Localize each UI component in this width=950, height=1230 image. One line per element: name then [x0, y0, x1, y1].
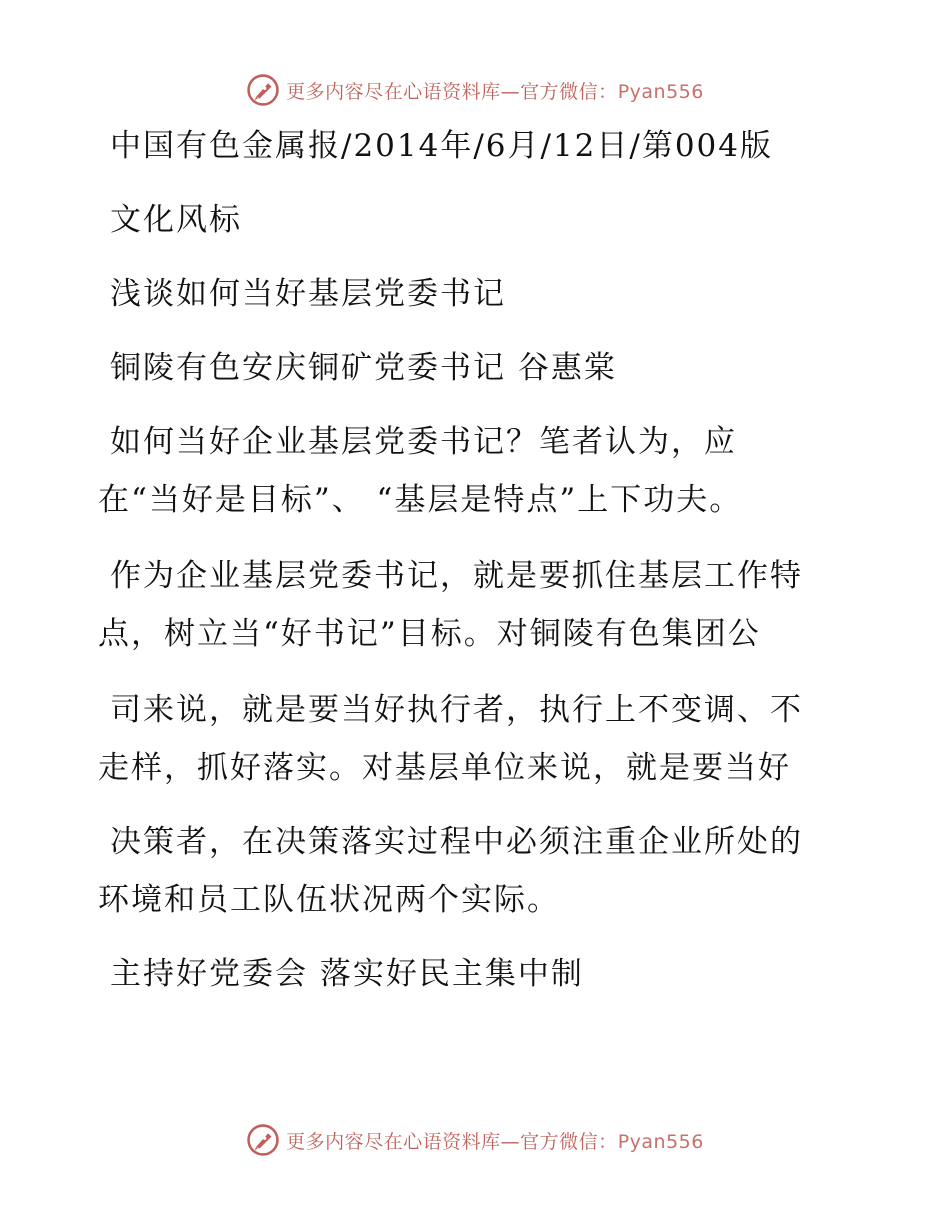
- subheading: 主持好党委会 落实好民主集中制: [110, 956, 584, 992]
- body-line: 如何当好企业基层党委书记？笔者认为，应: [110, 424, 737, 460]
- watermark-footer: [0, 1120, 950, 1160]
- body-line: 走样，抓好落实。对基层单位来说，就是要当好: [98, 750, 791, 786]
- body-line: 点，树立当“好书记”目标。对铜陵有色集团公: [98, 616, 761, 652]
- watermark-main: 更多内容尽在心语资料库: [286, 1130, 501, 1153]
- watermark-text: [286, 1127, 704, 1154]
- body-line: 环境和员工队伍状况两个实际。: [98, 882, 560, 918]
- pen-nib-logo-icon: [246, 73, 280, 107]
- watermark-separator: —: [500, 1130, 521, 1153]
- body-line: 决策者，在决策落实过程中必须注重企业所处的: [110, 824, 803, 860]
- watermark-header: [0, 70, 950, 110]
- body-line: 在“当好是目标”、 “基层是特点”上下功夫。: [98, 482, 743, 518]
- watermark-main: 更多内容尽在心语资料库: [286, 80, 501, 103]
- pen-nib-logo-icon: [246, 1123, 280, 1157]
- watermark-official: 官方微信：: [520, 1130, 618, 1153]
- watermark-account: Pyan556: [617, 80, 704, 103]
- body-line: 司来说，就是要当好执行者，执行上不变调、不: [110, 692, 803, 728]
- source-line: 中国有色金属报/2014年/6月/12日/第004版: [110, 128, 774, 164]
- watermark-separator: —: [500, 80, 521, 103]
- watermark-official: 官方微信：: [520, 80, 618, 103]
- watermark-text: [286, 77, 704, 104]
- body-line: 作为企业基层党委书记，就是要抓住基层工作特: [110, 558, 803, 594]
- article-title: 浅谈如何当好基层党委书记: [110, 276, 506, 312]
- section-name: 文化风标: [110, 202, 242, 238]
- watermark-account: Pyan556: [617, 1130, 704, 1153]
- article-author: 铜陵有色安庆铜矿党委书记 谷惠棠: [110, 350, 617, 386]
